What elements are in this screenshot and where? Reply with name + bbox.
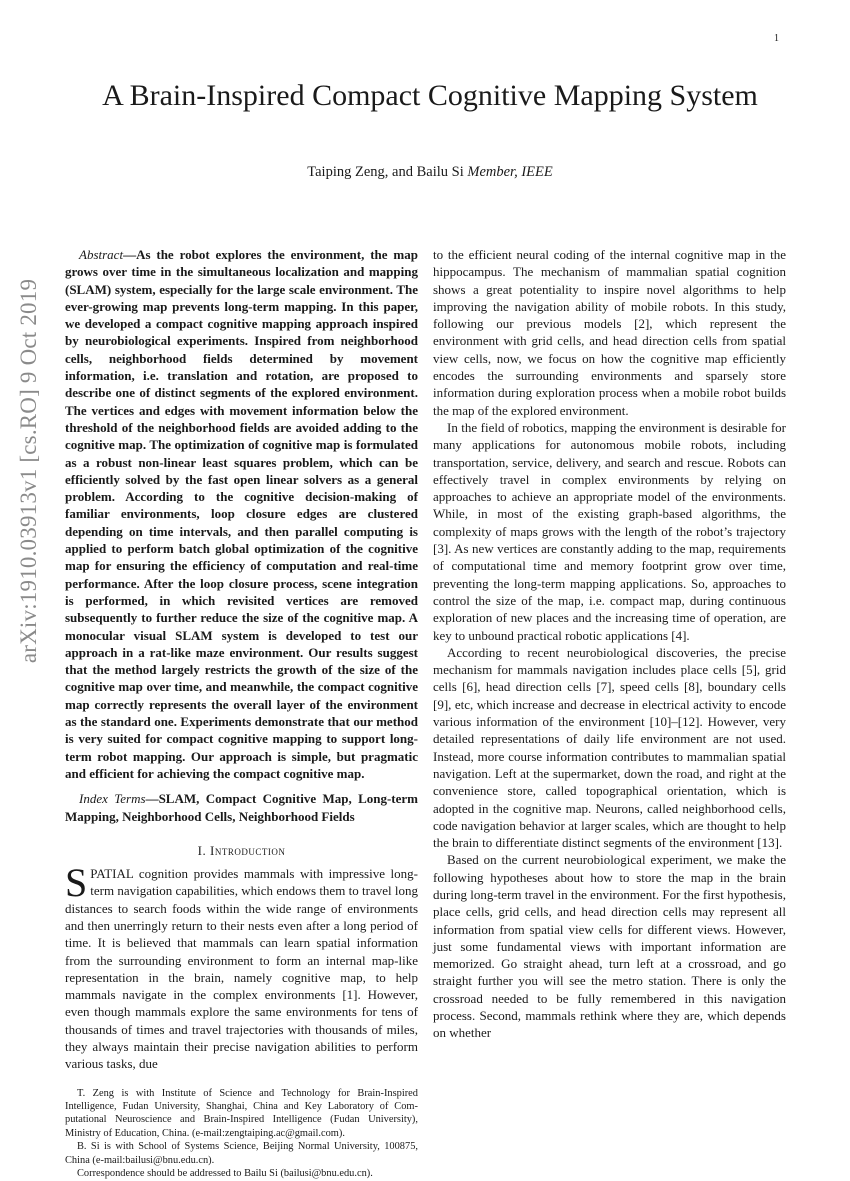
left-column-text [65, 246, 418, 1073]
footnote: B. Si is with School of Systems Science, Beijing Normal University, 100875, China (e-mail:bailusi@bnu.edu.cn). [65, 1141, 418, 1166]
left-column [65, 246, 418, 1181]
footnote: T. Zeng is with Institute of Science and Technology for Brain-Inspired Intelligence, Fudan University, Shanghai, China and Key Laboratory of Computational Neuroscience and Brain-Inspired Intelligence (Fudan University), Ministry of Education, China. (e-mail:zengtaiping.ac@gmail.com). [65, 1087, 418, 1139]
page-number: 1 [774, 33, 779, 44]
abstract-label: Abstract [79, 247, 124, 262]
intro-paragraph [65, 865, 418, 1073]
index-terms-text: —SLAM, Compact Cognitive Map, Long-term Mapping, Neighborhood Cells, Neighborhood Fields [65, 791, 418, 824]
index-terms-label: Index Terms [79, 791, 146, 807]
abstract-text: —As the robot explores the environment, the map grows over time in the simultaneous localization and mapping (SLAM) system, especially for the large scale environment. The ever-growing map prevents long-term mapping. In this paper, we developed a compact cognitive mapping approach inspired by neurobiological experiments. Inspired from neighborhood cells, neighborhood fields determined by movement information, i.e. translation and rotation, are proposed to describe one of distinct segments of the explored environment. The vertices and edges with movement information below the threshold of the neighborhood fields are avoided adding to the cognitive map. The optimization of cognitive map is formulated as a robust non-linear least squares problem, which can be efficiently solved by the fast open linear solvers as a general problem. According to the cognitive decision-making of familiar environments, loop closure edges are clustered depending on time intervals, and then parallel computing is applied to perform batch global optimization of the cognitive map for ensuring the efficiency of computation and real-time performance. After the loop closure process, scene integration is performed, in which revisited vertices are removed subsequently to further reduce the size of the cognitive map. A monocular visual SLAM system is developed to test our approach in a rat-like maze environment. Our results suggest that the method largely restricts the growth of the size of the cognitive map over time, and meanwhile, the compact cognitive map correctly represents the overall layer of the environment as the standard one. Experiments demonstrate that our method is very suited for compact cognitive mapping to support long-term robot mapping. Our approach is simple, but pragmatic and efficient for achieving the compact cognitive map. [65, 247, 418, 781]
footnote: Correspondence should be addressed to Bailu Si (bailusi@bnu.edu.cn). [77, 1168, 373, 1180]
authors [60, 164, 800, 181]
drop-cap: S [65, 866, 88, 900]
intro-text: PATIAL cognition provides mammals with impressive long-term navigation capabilities, which endows them to travel long distances to search foods within the wide range of environments and then unerringly return to their nests even after a long period of time. It is believed that mammals can learn spatial information from the surrounding environment to form an internal map-like representation in the brain, namely cognitive map, to help mammals navigate in the complex environments [1]. However, even though mammals explore the same environments for tens of thousands of times and travel trajectories with thousands of miles, they always maintain their precise navigation abilities to perform various tasks, due [65, 866, 418, 1072]
abstract [65, 246, 418, 782]
paragraph: In the field of robotics, mapping the environment is desirable for many applications for autonomous mobile robots, including transportation, service, delivery, and search and rescue. Robots can effectively travel in complex environments by relying on approaches to achieve an appropriate model of the environments. While, in most of the existing graph-based algorithms, the complexity of maps grows with the length of the robot’s trajectory [3]. As new vertices are constantly adding to the map, requirements of computational time and memory footprint grow over time, preventing the long-term mapping applications. So, approaches to control the size of the map, i.e. compact map, during continuous exploration of new places and the increasing time of operation, are key to unbound practical robotic applications [4]. [433, 419, 786, 643]
paragraph: Based on the current neurobiological experiment, we make the following hypotheses about how to store the map in the brain during long-term travel in the environment. For the first hypothesis, place cells, grid cells, and head direction cells may represent all information from spatial view cells for different views. However, just some fundamental views with important information are memorized. Go straight ahead, turn left at a crossroad, and go straight further you will see the metro station. There is only the crossroad needed to be fully remembered in this navigation process. Second, mammals rethink where they are, which depends on whether [433, 852, 786, 1041]
right-column [433, 246, 786, 1042]
paper-title: A Brain-Inspired Compact Cognitive Mapping System [102, 79, 758, 112]
index-terms [65, 790, 418, 825]
section-heading: I. Introduction [197, 842, 286, 858]
arxiv-stamp: arXiv:1910.03913v1 [cs.RO] 9 Oct 2019 [16, 278, 41, 664]
author-names: Taiping Zeng, and Bailu Si [307, 164, 464, 180]
paragraph: to the efficient neural coding of the internal cognitive map in the hippocampus. The mechanism of mammalian spatial cognition shows a great potentiality to inspire novel algorithms to help improving the navigation ability of mobile robots. In this study, following our previous models [2], which represent the environment with grid cells, and head direction cells from spatial view cells, now, we focus on how the cognitive map efficiently encodes the surrounding environments and sparsely store information during exploration process when a mobile robot builds the map of the explored environment. [433, 247, 786, 418]
author-affiliation: Member, IEEE [467, 164, 553, 180]
paragraph: According to recent neurobiological discoveries, the precise mechanism for mammals navigation includes place cells [5], grid cells [6], head direction cells [7], speed cells [8], boundary cells [9], etc, which increase and decrease in electrical activity to encode various information of the environment [10]–[12]. However, very detailed representations of daily life environment are not used. Instead, more course information contributes to mammalian spatial navigation. Left at the supermarket, down the road, and right at the convenience store, called topographical orientation, which is adopted in the cognitive map. Neurons, called neighborhood cells, code navigation behavior at larger scales, which are thought to help the brain to differentiate distinct segments of the environment [13]. [433, 644, 786, 851]
footnotes [65, 1073, 418, 1181]
